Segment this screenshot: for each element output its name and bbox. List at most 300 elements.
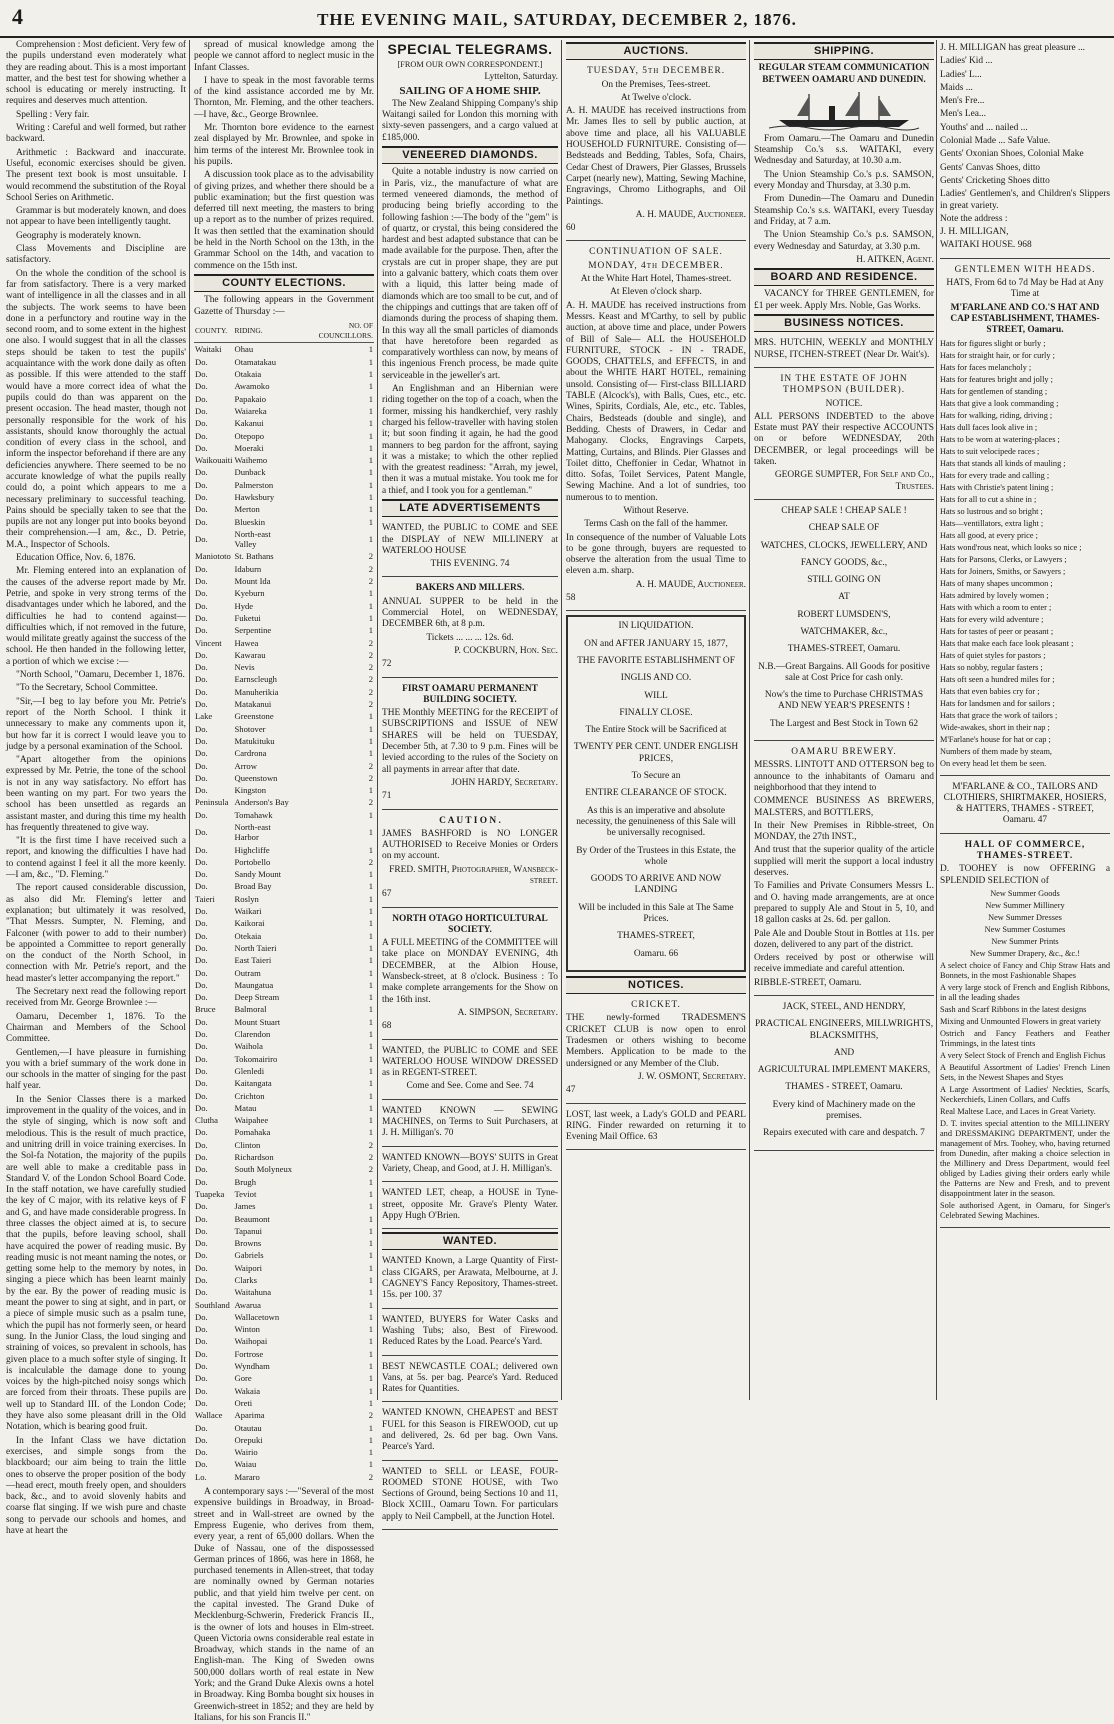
furniture-auction-ad [566, 63, 746, 241]
ad-line: Pale Ale and Double Stout in Bottles at 11s. per dozen, delivered to any part of the district. [754, 928, 934, 950]
ad-heading: CONTINUATION OF SALE. [589, 247, 723, 258]
ad-line: AGRICULTURAL IMPLEMENT MAKERS, [757, 1065, 931, 1076]
councillors-cell: 2 [368, 649, 373, 660]
liquidation-line: INGLIS AND CO. [620, 673, 692, 684]
councillors-cell: 1 [368, 1041, 373, 1052]
column-5 [754, 40, 934, 1398]
table-row [194, 393, 374, 405]
councillors-cell: 1 [368, 1238, 373, 1249]
riding-cell: Papakaio [234, 393, 267, 404]
table-row [194, 479, 374, 491]
councillors-cell: 2 [368, 760, 373, 771]
ad-line: A very Select Stock of French and English Fichus [940, 1050, 1106, 1060]
ad-line: Youths' and ... nailed ... [940, 122, 1028, 133]
ad-line: Repairs executed with care and despatch. 7 [763, 1128, 925, 1139]
table-row [194, 1274, 374, 1286]
ad-line: To Families and Private Consumers Messrs L. and O. having made arrangements, are at once prepared to supply Ale and Stout in 5, 10, and 18 gallon casks at 2s. 6d. per gallon. [754, 881, 934, 926]
riding-cell: Clarendon [234, 1029, 271, 1040]
table-row [194, 1188, 374, 1200]
column-rule [936, 40, 937, 1400]
ad-text: TUESDAY, 5th DECEMBER. [586, 66, 726, 77]
ad-line: Gents' Oxonian Shoes, Colonial Make [940, 149, 1084, 160]
table-row [194, 1348, 374, 1360]
ad-text: BEST NEWCASTLE COAL; delivered own Vans, at 5s. per bag. Pearce's Yard. Reduced Rates for Quantities. [382, 1361, 558, 1395]
board-heading: BOARD AND RESIDENCE. [754, 268, 934, 286]
table-row [194, 1016, 374, 1028]
councillors-cell: 2 [368, 563, 373, 574]
county-cell: Do. [195, 649, 208, 660]
councillors-cell: 1 [368, 588, 373, 599]
ad-text: Tickets ... ... ... 12s. 6d. [426, 632, 514, 643]
ship-heading: SAILING OF A HOME SHIP. [399, 84, 541, 97]
table-row [194, 1139, 374, 1151]
hat-line: Hats with Christie's patent lining ; [940, 482, 1054, 492]
county-cell: Do. [195, 393, 208, 404]
table-row [194, 649, 374, 661]
table-row [194, 1360, 374, 1372]
lumsden-ad [754, 503, 934, 741]
ad-text: Come and See. Come and See. 74 [406, 1081, 534, 1092]
table-row [194, 1311, 374, 1323]
county-cell: Do. [195, 881, 208, 892]
hat-line: Hats for straight hair, or for curly ; [940, 350, 1055, 360]
table-row [194, 772, 374, 784]
county-cell: Do. [195, 723, 208, 734]
ad-line: J. H. MILLIGAN has great pleasure ... [940, 43, 1086, 53]
county-cell: Do. [195, 479, 208, 490]
table-row [194, 991, 374, 1003]
county-cell: Do. [195, 1065, 208, 1076]
councillors-cell: 1 [368, 918, 373, 929]
councillors-cell: 1 [368, 1004, 373, 1015]
ad-text: On the Premises, Tees-street. [601, 79, 711, 90]
ad-line: A very large stock of French and English Ribbons, in all the leading shades [940, 982, 1110, 1002]
ad-text: LOST, last week, a Lady's GOLD and PEARL RING. Finder rewarded on returning it to Evening Mail Office. 63 [566, 1109, 746, 1143]
councillors-cell: 1 [368, 955, 373, 966]
riding-cell: Balmoral [234, 1004, 267, 1015]
riding-cell: Waihemo [234, 455, 268, 466]
councillors-cell: 1 [368, 491, 373, 502]
contemporary-article: A contemporary says :—"Several of the most expensive buildings in Broadway, in Broad-street and in Wall-street are owned by the Empress Eugenie, who derives from them, every year, a rent of 65,000 dollars. When the Duke of Nassau, one of the dispossessed German princes of 1866, was here in 1868, he purchased tenements in Allen-street, that today are nominally owned by German notaries public, and that yield him twelve per cent. on the capital invested. The Grand Duke of Mecklenburg-Schwerin, Frederick Francis II., is the owner of lots and houses in Elm-street. Queen Victoria owns considerable real estate in Broadway, which stands in the name of an English-man. The King of Sweden owns 500,000 dollars worth of real estate in New York; and the Grand Duke Alexis owns a hotel in Broadway. King Bomba bought six houses in Greenwich-street in 1852; and they are held by Italians, for his son Francis II." [194, 1487, 374, 1723]
councillors-cell: 1 [368, 1459, 373, 1470]
ad-text: D. TOOHEY is now OFFERING a SPLENDID SELECTION of [940, 864, 1110, 886]
hat-line: Hats of quiet styles for pastors ; [940, 650, 1046, 660]
cigars-ad [382, 1253, 558, 1308]
councillors-cell: 1 [368, 1102, 373, 1113]
councillors-cell: 1 [368, 1348, 373, 1359]
bakers-ad [382, 580, 558, 677]
caution-ad [382, 813, 558, 908]
article-paragraph: I have to speak in the most favorable terms of the kind assistance accorded me by Mr. Thornton, Mr. Fleming, and the other teachers.—I have, &c., George Brownlee. [194, 75, 374, 120]
riding-cell: Deep Stream [234, 992, 280, 1003]
summer-goods-line: New Summer Millinery [985, 900, 1065, 910]
table-row [194, 1040, 374, 1052]
summer-goods-line: New Summer Dresses [988, 912, 1062, 922]
councillors-cell: 1 [368, 723, 373, 734]
ad-number: 60 [566, 223, 576, 234]
ad-text: A FULL MEETING of the COMMITTEE will take place on MONDAY EVENING, 4th DECEMBER, at the Albion House, Wansbeck-street, at 8 o'clock. Business : To make complete arrangements for the Show on the 16th inst. [382, 938, 558, 1005]
article-paragraph: Comprehension : Most deficient. Very few of the pupils understand even moderately what they are reading about. This is a most important matter, and the best test for showing whether a school is educating or merely instructing. It requires and deserves much attention. [6, 40, 186, 107]
riding-cell: Winton [234, 1324, 260, 1335]
ad-text: M'FARLANE AND CO.'S HAT AND CAP ESTABLISHMENT, THAMES-STREET, Oamaru. [950, 302, 1100, 336]
councillors-cell: 1 [368, 1274, 373, 1285]
riding-cell: Ohau [234, 344, 254, 355]
table-row [194, 1299, 374, 1311]
table-row [194, 503, 374, 515]
county-cell: Do. [195, 1385, 208, 1396]
county-cell: Do. [195, 1176, 208, 1187]
county-cell: Do. [195, 1250, 208, 1261]
table-row [194, 405, 374, 417]
riding-cell: Glenledi [234, 1065, 265, 1076]
riding-cell: Greenstone [234, 711, 274, 722]
ad-line: THAMES - STREET, Oamaru. [785, 1082, 903, 1093]
councillors-cell: 1 [368, 748, 373, 759]
councillors-cell: 1 [368, 1299, 373, 1310]
riding-cell: Waitahuna [234, 1287, 272, 1298]
councillors-cell: 1 [368, 1201, 373, 1212]
councillors-cell: 2 [368, 1471, 373, 1482]
ad-signature: A. H. MAUDE, Auctioneer. [635, 209, 746, 220]
board-text: VACANCY for THREE GENTLEMEN, for £1 per week. Apply Mrs. Noble, Gas Works. [754, 289, 934, 311]
county-cell: Do. [195, 1336, 208, 1347]
table-row [194, 905, 374, 917]
councillors-cell: 1 [368, 405, 373, 416]
county-cell: Taieri [195, 893, 215, 904]
riding-cell: Clinton [234, 1139, 261, 1150]
county-cell: Do. [195, 856, 208, 867]
late-advertisements-heading: LATE ADVERTISEMENTS [382, 499, 558, 517]
hat-line: Hats wond'rous neat, which looks so nice ; [940, 542, 1082, 552]
hat-line: Hats for all to cut a shine in ; [940, 494, 1037, 504]
ad-text: ALL PERSONS INDEBTED to the above Estate must PAY their respective ACCOUNTS on or before WEDNESDAY, 20th DECEMBER, or legal proceedings will be taken. [754, 411, 934, 468]
table-header: COUNTY. [194, 320, 234, 343]
liquidation-line: To Secure an [631, 771, 681, 782]
hat-line: Hats for walking, riding, driving ; [940, 410, 1053, 420]
riding-cell: Fuketui [234, 612, 261, 623]
shipping-line: From Dunedin—The Oamaru and Dunedin Steamship Co.'s s.s. WAITAKI, every Tuesday and Friday, at 7 a.m. [754, 194, 934, 227]
hat-line: Hats for faces melancholy ; [940, 362, 1032, 372]
councillors-cell: 1 [368, 479, 373, 490]
councillors-cell: 1 [368, 1029, 373, 1040]
riding-cell: Serpentine [234, 625, 272, 636]
councillors-cell: 1 [368, 1361, 373, 1372]
county-cell: Do. [195, 1164, 208, 1175]
liquidation-line: IN LIQUIDATION. [618, 621, 694, 632]
ad-signature: GEORGE SUMPTER, For Self and Co., Trustees. [774, 470, 934, 492]
riding-cell: Otekaia [234, 930, 262, 941]
ad-heading: C A U T I O N . [439, 815, 501, 826]
riding-cell: Sandy Mount [234, 869, 282, 880]
riding-cell: Roslyn [234, 893, 259, 904]
table-row [194, 491, 374, 503]
shipping-line: The Union Steamship Co.'s p.s. SAMSON, every Wednesday and Saturday, at 3.30 p.m. [754, 230, 934, 252]
ad-signature: FRED. SMITH, Photographer, Wansbeck-street. [389, 864, 558, 886]
councillors-cell: 1 [368, 1287, 373, 1298]
county-cell: Do. [195, 600, 208, 611]
ad-line: Ladies' L... [940, 69, 982, 80]
article-paragraph: The report caused considerable discussion, as also did Mr. Fleming's letter and explanation; but ultimately it was resolved, "That Messrs. Sumpter, N. Fleming, and Falconer (with power to add to their number) be appointed a Committee to report generally on the conduct of the North School, in connection with Mr. Petrie's report, and the head master's letter accompanying the report." [6, 883, 186, 984]
ad-line: Note the address : [940, 213, 1008, 224]
music-report [194, 40, 374, 272]
table-row [194, 612, 374, 624]
table-row [194, 380, 374, 392]
ad-heading: IN THE ESTATE OF JOHN THOMPSON (BUILDER). [780, 373, 908, 396]
county-cell: Do. [195, 869, 208, 880]
anecdote-text: An Englishman and an Hibernian were riding together on the top of a coach, when the former, missing his handkerchief, very rashly charged his fellow-traveller with having stolen it; but soon finding it again, he had the good manners to beg pardon for the affront, saying it was a mistake; to which the other replied with the greatest readiness: "Arrah, my jewel, then it was a mutual mistake. You took me for a thief, and I took you for a gentleman." [382, 384, 558, 496]
shipping-line: From Oamaru.—The Oamaru and Dunedin Steamship Co.'s s.s. WAITAKI, every Wednesday and Saturday, at 10.30 a.m. [754, 133, 934, 167]
table-row [194, 466, 374, 478]
ad-text: THE newly-formed TRADESMEN'S CRICKET CLUB is now open to enrol Tradesmen or others wishing to become Members. Application to be made to the undersigned or any Member of the Club. [566, 1013, 746, 1069]
table-row [194, 1126, 374, 1138]
table-row [194, 1372, 374, 1384]
column-1-school-report [6, 40, 186, 1536]
county-cell: Do. [195, 1262, 208, 1273]
county-cell: Do. [195, 1447, 208, 1458]
county-cell: Do. [195, 662, 208, 673]
liquidation-line: TWENTY PER CENT. UNDER ENGLISH PRICES, [573, 742, 739, 764]
county-cell: Do. [195, 1152, 208, 1163]
summer-goods-line: New Summer Prints [991, 936, 1059, 946]
councillors-cell: 1 [368, 869, 373, 880]
hat-line: Hats so lustrous and so bright ; [940, 506, 1043, 516]
councillors-cell: 1 [368, 1016, 373, 1027]
riding-cell: Nevis [234, 662, 255, 673]
councillors-cell: 1 [368, 600, 373, 611]
table-row [194, 1163, 374, 1175]
riding-cell: South Molyneux [234, 1164, 293, 1175]
county-cell: Do. [195, 785, 208, 796]
hat-line: Hats dull faces look alive in ; [940, 422, 1038, 432]
table-row [194, 637, 374, 649]
table-row [194, 1458, 374, 1470]
table-row [194, 1397, 374, 1409]
table-row [194, 1471, 374, 1483]
ad-line: Orders received by post or otherwise will receive immediate and careful attention. [754, 953, 934, 975]
county-cell: Do. [195, 1029, 208, 1040]
councillors-cell: 2 [368, 1139, 373, 1150]
shipping-line: The Union Steamship Co.'s p.s. SAMSON, every Monday and Thursday, at 3.30 p.m. [754, 169, 934, 192]
riding-cell: Merton [234, 504, 260, 515]
ad-line: In their New Premises in Ribble-street, On MONDAY, the 27th INST., [754, 820, 934, 843]
county-cell: Clutha [195, 1115, 218, 1126]
house-let-ad [382, 1185, 558, 1229]
shipping-heading: SHIPPING. [754, 42, 934, 60]
table-row [194, 1053, 374, 1065]
councillors-cell: 1 [368, 418, 373, 429]
liquidation-line: THAMES-STREET, [617, 931, 695, 942]
councillors-cell: 1 [368, 1213, 373, 1224]
riding-cell: Palmerston [234, 479, 274, 490]
county-cell: Do. [195, 772, 208, 783]
column-4 [566, 40, 746, 1398]
ad-line: Men's Lea... [940, 109, 986, 120]
ad-line: AND [833, 1047, 855, 1058]
riding-cell: Teviot [234, 1188, 257, 1199]
councillors-cell: 1 [368, 735, 373, 746]
ad-line: COMMENCE BUSINESS AS BREWERS, MALSTERS, and BOTTLERS, [754, 796, 934, 818]
table-row [194, 673, 374, 685]
table-row [194, 1065, 374, 1077]
article-paragraph: Mr. Thornton bore evidence to the earnest zeal displayed by Mr. Brownlee, and spoke in him terms of the interest Mr. Brownlee took in his pupils. [194, 123, 374, 167]
hat-line: Hats for Parsons, Clerks, or Lawyers ; [940, 554, 1067, 564]
table-row [194, 1090, 374, 1102]
councillors-cell: 1 [368, 516, 373, 527]
riding-cell: Portobello [234, 856, 271, 867]
councillors-cell: 2 [368, 1164, 373, 1175]
county-cell: Do. [195, 534, 208, 545]
engineers-ad [754, 999, 934, 1151]
ad-line: A Beautiful Assortment of Ladies' French Linen Sets, in the Newest Shapes and Styes [940, 1062, 1110, 1082]
table-row [194, 686, 374, 698]
county-cell: Do. [195, 467, 208, 478]
diamonds-heading: VENEERED DIAMONDS. [382, 146, 558, 164]
riding-cell: Arrow [234, 760, 257, 771]
county-cell: Do. [195, 1213, 208, 1224]
councillors-cell: 1 [368, 1336, 373, 1347]
county-cell: Bruce [195, 1004, 216, 1015]
table-row [194, 1225, 374, 1237]
liquidation-line: GOODS TO ARRIVE AND NOW LANDING [590, 874, 722, 896]
hat-line: Hats that even babies cry for ; [940, 686, 1040, 696]
councillors-cell: 2 [368, 797, 373, 808]
riding-cell: Kawarau [234, 649, 266, 660]
riding-cell: Moeraki [234, 442, 264, 453]
milligan-ad [940, 40, 1110, 259]
table-row [194, 1028, 374, 1040]
column-2 [194, 40, 374, 1723]
councillors-cell: 1 [368, 1434, 373, 1445]
councillors-cell: 1 [368, 1250, 373, 1261]
county-cell: Peninsula [195, 797, 229, 808]
table-row [194, 624, 374, 636]
table-row [194, 917, 374, 929]
liquidation-line: Oamaru. 66 [633, 948, 679, 959]
councillors-cell: 1 [368, 369, 373, 380]
table-row [194, 1422, 374, 1434]
hat-line: Hats so nobby, regular fasters ; [940, 662, 1043, 672]
table-row [194, 821, 374, 844]
article-paragraph: Grammar is but moderately known, and does not appear to have been intelligently taught. [6, 206, 186, 228]
county-cell: Lo. [195, 1471, 207, 1482]
ad-text: THE Monthly MEETING for the RECEIPT of SUBSCRIPTIONS and ISSUE of NEW SHARES will be held on TUESDAY, December 5th, at 7.30 to 9 p.m. Fines will be levied according to the rules of the Society on all payments in arrear after that date. [382, 708, 558, 775]
ad-text: JAMES BASHFORD is NO LONGER AUTHORISED to Receive Monies or Orders on my account. [382, 828, 558, 862]
councillors-cell: 1 [368, 625, 373, 636]
county-cell: Do. [195, 491, 208, 502]
ad-text: NOTICE. [825, 398, 863, 409]
ad-number: 68 [382, 1021, 392, 1032]
ad-signature: J. W. OSMONT, Secretary. [638, 1071, 746, 1082]
ad-text: WANTED KNOWN — SEWING MACHINES, on Terms to Suit Purchasers, at J. H. Milligan's. 70 [382, 1105, 558, 1139]
table-row [194, 1151, 374, 1163]
ad-line: CHEAP SALE OF [808, 523, 880, 534]
county-cell: Do. [195, 1127, 208, 1138]
table-row [194, 747, 374, 759]
riding-cell: Waihola [234, 1041, 263, 1052]
county-cell: Do. [195, 1422, 208, 1433]
ad-text: Without Reserve. [623, 505, 689, 516]
riding-cell: Otakaia [234, 369, 262, 380]
column-6 [940, 40, 1110, 1398]
riding-cell: Tomahawk [234, 809, 273, 820]
county-cell: Do. [195, 1373, 208, 1384]
riding-cell: Waiau [234, 1459, 257, 1470]
article-paragraph: "North School, "Oamaru, December 1, 1876. [16, 670, 185, 681]
ad-line: Sash and Scarf Ribbons in the latest designs [940, 1004, 1087, 1014]
article-paragraph: "It is the first time I have received such a report, and knowing the difficulties I have had to contend against I feel it all the more keenly.—I am, &c., "D. Fleming." [6, 836, 186, 881]
column-3 [382, 40, 558, 1522]
table-row [194, 516, 374, 528]
councillors-cell: 2 [368, 772, 373, 783]
riding-cell: Browns [234, 1238, 262, 1249]
hat-line: Hats for every trade and calling ; [940, 470, 1050, 480]
councillors-cell: 1 [368, 455, 373, 466]
county-cell: Vincent [195, 637, 222, 648]
liquidation-line: THE FAVORITE ESTABLISHMENT OF [577, 655, 735, 666]
county-cell: Do. [195, 748, 208, 759]
ad-number: 58 [566, 593, 576, 604]
county-cell: Do. [195, 955, 208, 966]
riding-cell: Otepopo [234, 430, 265, 441]
county-cell: Do. [195, 1397, 208, 1408]
county-cell: Do. [195, 1090, 208, 1101]
toohey-ad [940, 837, 1110, 1228]
ad-signature: P. COCKBURN, Hon. Sec. [454, 645, 558, 656]
table-row [194, 1200, 374, 1212]
ad-line: Gents' Canvas Shoes, ditto [940, 162, 1041, 173]
ad-signature: A. SIMPSON, Secretary. [457, 1007, 558, 1018]
table-row [194, 1409, 374, 1421]
councillors-cell: 1 [368, 1262, 373, 1273]
article-paragraph: "Apart altogether from the opinions expressed by Mr. Petrie, the tone of the school is not in any way satisfactory. No effort has been wanting on my part. For two years the school has been unsettled as regards an assistant master, and during this time my health has frequently threatened to give way. [6, 755, 186, 833]
table-row [194, 942, 374, 954]
ad-heading: CRICKET. [631, 1000, 681, 1011]
table-header: RIDING. [234, 320, 296, 343]
table-row [194, 796, 374, 808]
riding-cell: Kaikorai [234, 918, 265, 929]
councillors-cell: 1 [368, 906, 373, 917]
county-cell: Do. [195, 686, 208, 697]
riding-cell: Otautau [234, 1422, 262, 1433]
summer-goods-line: New Summer Costumes [984, 924, 1066, 934]
boys-suits-ad [382, 1150, 558, 1183]
brewery-ad [754, 744, 934, 996]
ad-text: A. H. MAUDE has received instructions from Mr. James Iles to sell by public auction, at above time and place, all his VALUABLE HOUSEHOLD FURNITURE. Consisting of— Bedsteads and Bedding, Tables, Sofa, Chairs, Cedar Chest of Drawers, Pier Glasses, Brussels Carpet (nearly new), Matting, Sewing Machine, Engravings, Chromo Lithographs, and Oil Paintings. [566, 106, 746, 207]
county-elections-table [194, 320, 374, 1483]
county-elections-heading: COUNTY ELECTIONS. [194, 274, 374, 292]
councillors-cell: 2 [368, 662, 373, 673]
table-row [194, 417, 374, 429]
riding-cell: Brugh [234, 1176, 256, 1187]
councillors-cell: 2 [368, 674, 373, 685]
liquidation-line: ENTIRE CLEARANCE OF STOCK. [585, 788, 727, 799]
councillors-cell: 2 [368, 856, 373, 867]
county-cell: Waitaki [195, 344, 222, 355]
county-cell: Do. [195, 760, 208, 771]
business-notices-heading: BUSINESS NOTICES. [754, 314, 934, 332]
councillors-cell: 1 [368, 881, 373, 892]
hat-line: Hats that make each face look pleasant ; [940, 638, 1074, 648]
ad-line: Ladies' Gentlemen's, and Children's Slippers in great variety. [940, 189, 1110, 211]
riding-cell: Kingston [234, 785, 267, 796]
ad-line: MESSRS. LINTOTT AND OTTERSON beg to announce to the inhabitants of Oamaru and neighborhood that they intend to [754, 760, 934, 793]
councillors-cell: 1 [368, 1176, 373, 1187]
councillors-cell: 1 [368, 930, 373, 941]
ad-line: Ostrich and Fancy Feathers and Feather Trimmings, in the latest tints [940, 1028, 1110, 1048]
table-row [194, 880, 374, 892]
ad-line: Gents' Cricketing Shoes ditto [940, 175, 1050, 186]
ad-text: At Eleven o'clock sharp. [610, 287, 702, 298]
